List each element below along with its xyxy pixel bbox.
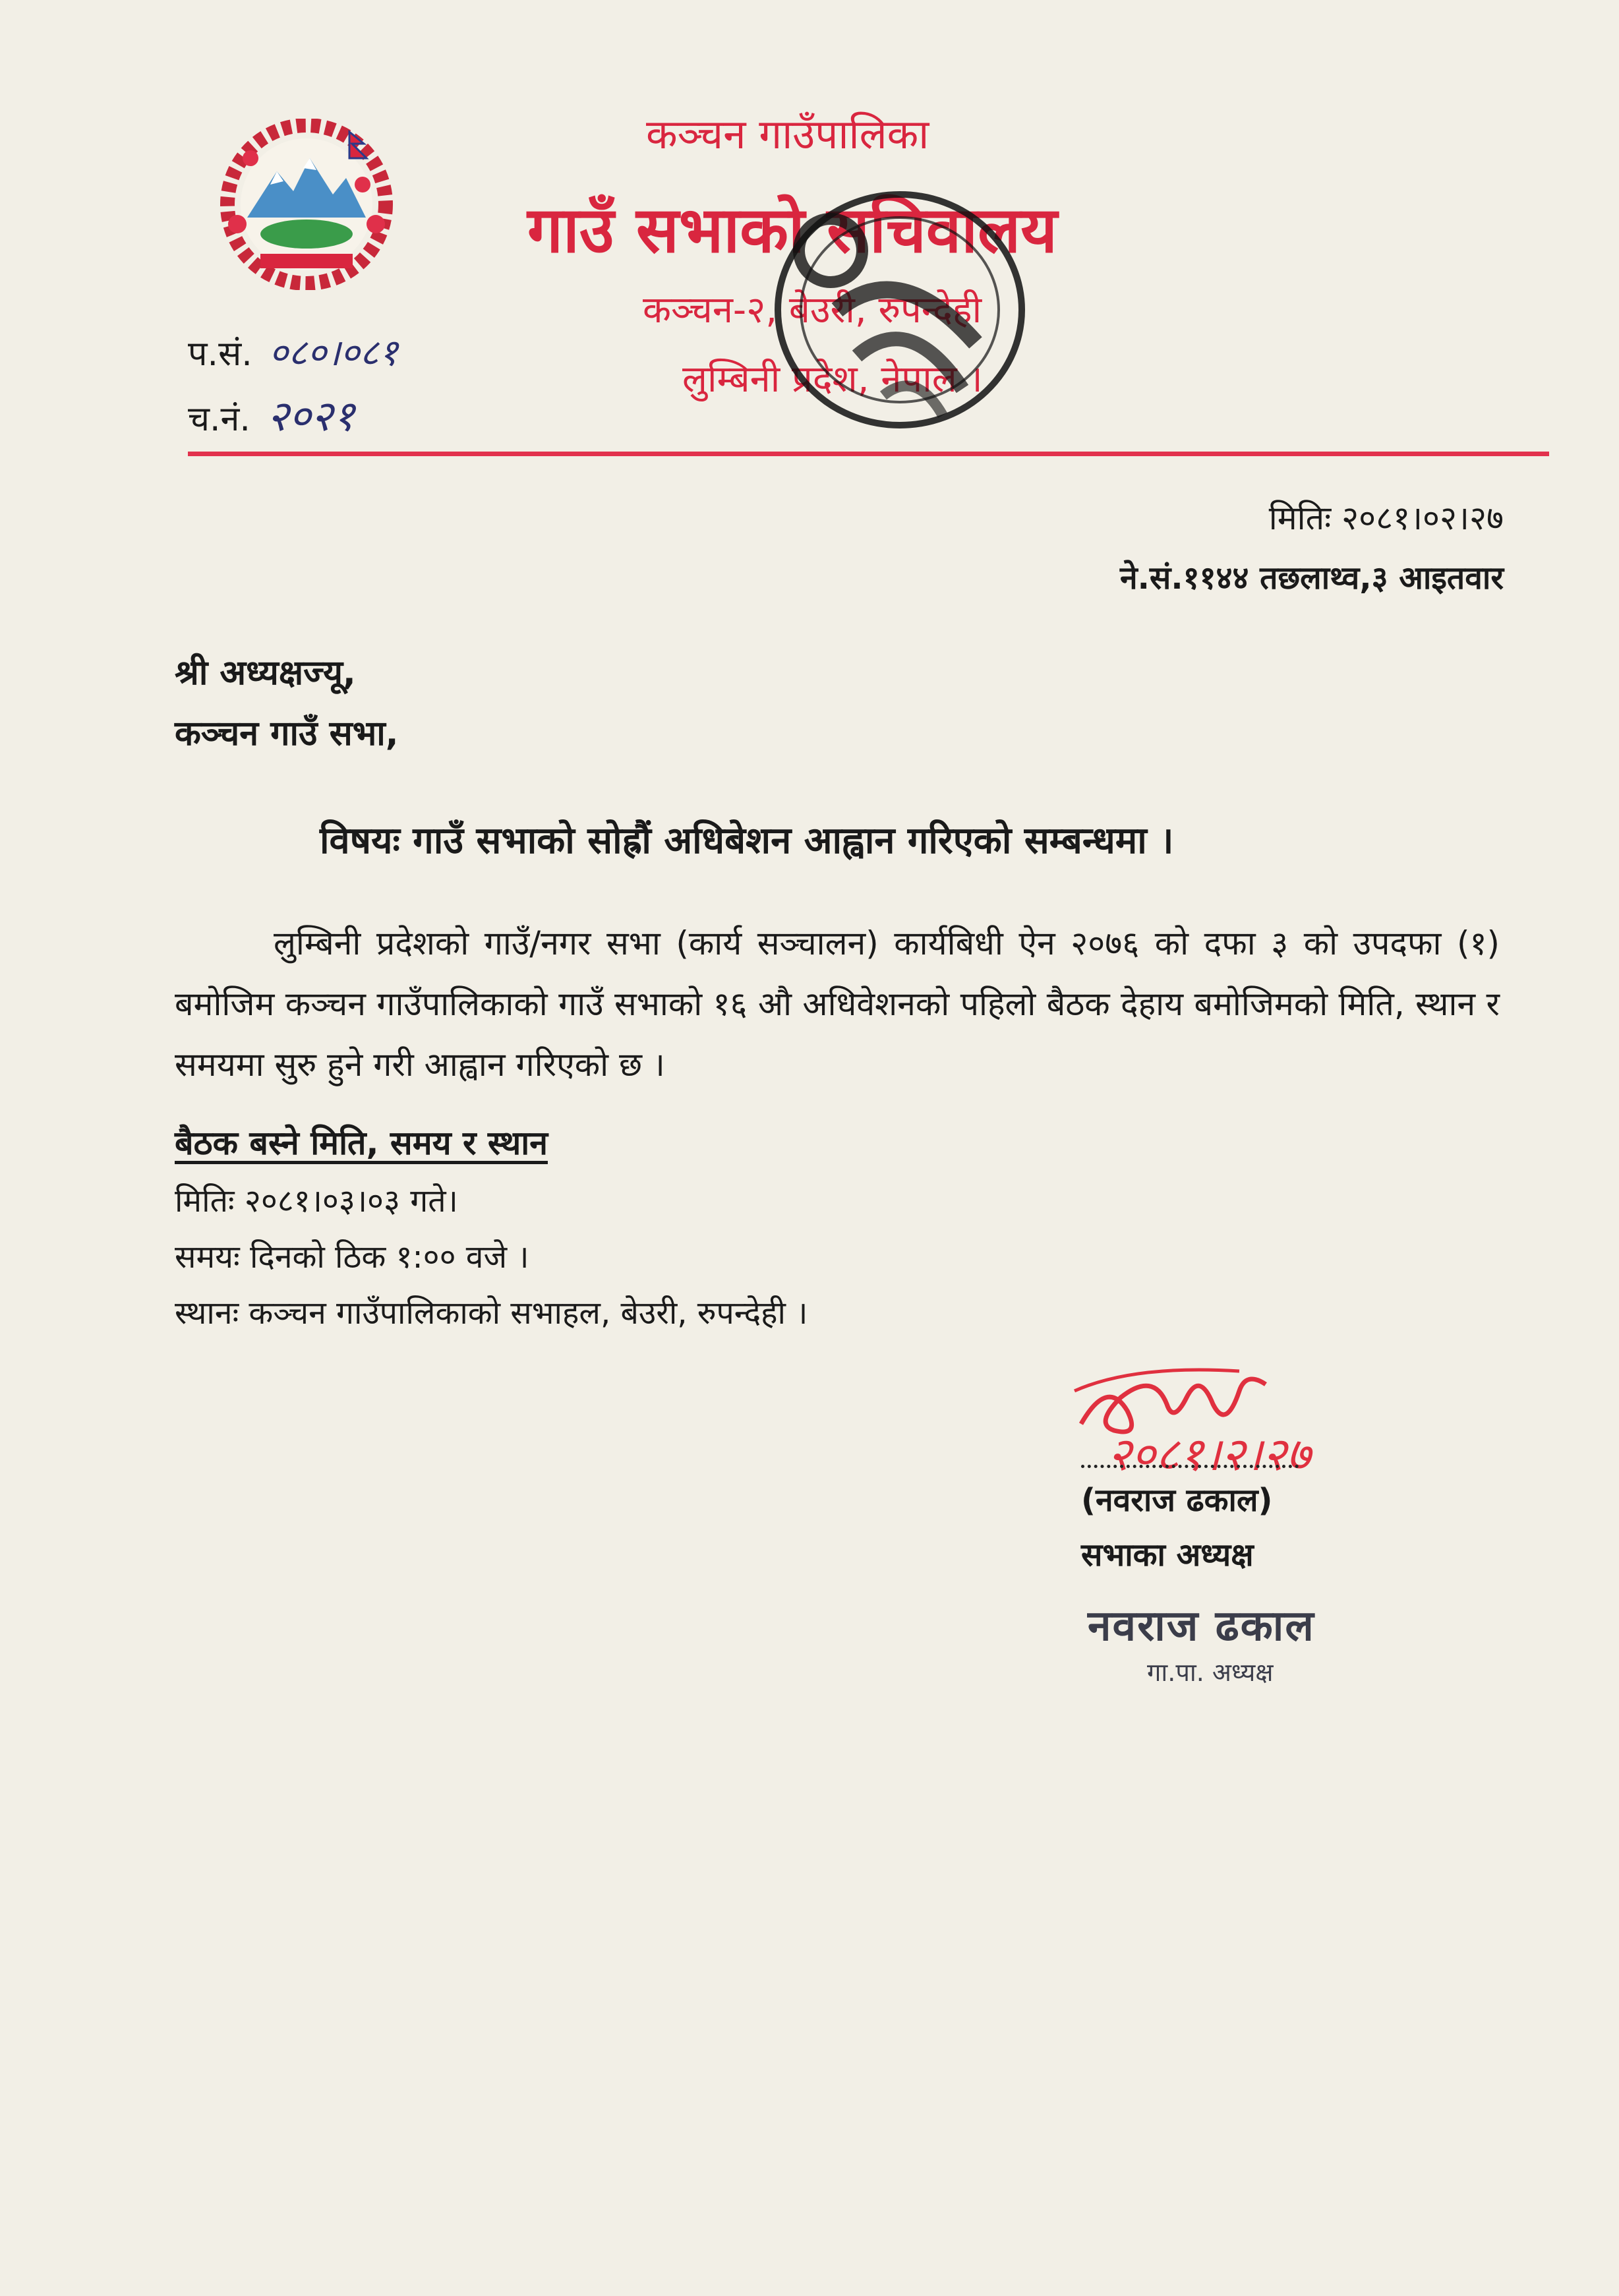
handwritten-date: २०८१।२।२७ bbox=[1107, 1427, 1310, 1477]
meeting-time: समयः दिनको ठिक १:०० वजे । bbox=[175, 1239, 529, 1276]
name-stamp: नवराज ढकाल bbox=[1088, 1602, 1315, 1651]
meeting-heading: बैठक बस्ने मिति, समय र स्थान bbox=[175, 1124, 548, 1162]
letter-date: मितिः २०८१।०२।२७ bbox=[1268, 499, 1504, 537]
office-title: गाउँ सभाको सचिवालय bbox=[527, 193, 1057, 267]
reference-ps bbox=[188, 326, 398, 376]
nepal-emblem-icon bbox=[211, 119, 402, 290]
addressee-line-1: श्री अध्यक्षज्यू, bbox=[175, 653, 356, 693]
body-text: लुम्बिनी प्रदेशको गाउँ/नगर सभा (कार्य सञ्चालन) कार्यबिधी ऐन २०७६ को दफा ३ को उपदफा (१) बमोजिम कञ्चन गाउँपालिकाको गाउँ सभाको १६ औ अधिवेशनको पहिलो बैठक देहाय बमोजिमको मिति, स्थान र समयमा सुरु हुने गरी आह्वान गरिएको छ । bbox=[175, 924, 1500, 1084]
cn-label: च.नं. bbox=[188, 399, 250, 439]
signatory-name: (नवराज ढकाल) bbox=[1081, 1482, 1273, 1519]
signature-dotted-line bbox=[1081, 1465, 1299, 1468]
signatory-title: सभाका अध्यक्ष bbox=[1081, 1537, 1254, 1574]
meeting-date: मितिः २०८१।०३।०३ गते। bbox=[175, 1183, 458, 1220]
letterhead-divider bbox=[188, 452, 1549, 456]
address-line-2: लुम्बिनी प्रदेश, नेपाल । bbox=[682, 358, 983, 401]
name-stamp-title: गा.पा. अध्यक्ष bbox=[1147, 1658, 1274, 1687]
addressee-line-2: कञ्चन गाउँ सभा, bbox=[175, 714, 399, 753]
ps-label: प.सं. bbox=[188, 334, 252, 374]
org-name: कञ्चन गाउँपालिका bbox=[646, 110, 929, 158]
body-paragraph bbox=[175, 913, 1500, 1095]
cn-value: २०२१ bbox=[267, 392, 355, 441]
nepal-sambat-date: ने.सं.११४४ तछलाथ्व,३ आइतवार bbox=[1120, 560, 1504, 597]
official-stamp bbox=[758, 178, 1035, 455]
handwritten-signature bbox=[1068, 1351, 1411, 1479]
subject-line: विषयः गाउँ सभाको सोह्रौं अधिबेशन आह्वान गरिएको सम्बन्धमा । bbox=[320, 819, 1174, 862]
ps-value: ०८०।०८१ bbox=[268, 332, 398, 374]
meeting-place: स्थानः कञ्चन गाउँपालिकाको सभाहल, बेउरी, रुपन्देही । bbox=[175, 1295, 808, 1332]
reference-cn bbox=[188, 386, 355, 443]
address-line-1: कञ्चन-२, बेउरी, रुपन्देही bbox=[643, 289, 982, 332]
